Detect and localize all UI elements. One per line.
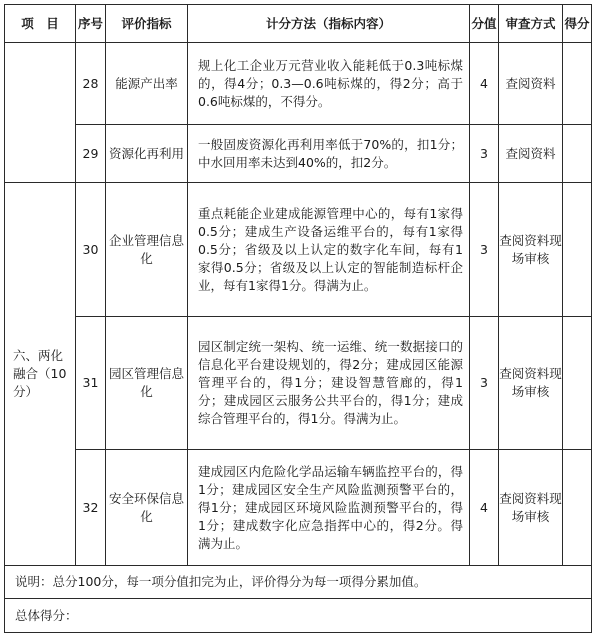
- seq-cell: 30: [76, 183, 106, 317]
- review-cell: 查阅资料: [499, 125, 563, 183]
- header-score: 得分: [563, 5, 592, 43]
- total-row: [5, 599, 592, 633]
- review-cell: 查阅资料现场审核: [499, 450, 563, 566]
- table-row: [5, 317, 592, 450]
- seq-cell: 28: [76, 43, 106, 125]
- table-row: [5, 125, 592, 183]
- note-row: [5, 566, 592, 599]
- points-cell: 3: [470, 183, 499, 317]
- seq-cell: 32: [76, 450, 106, 566]
- note-text: 说明：总分100分，每一项分值扣完为止，评价得分为每一项得分累加值。: [5, 566, 592, 599]
- indicator-cell: 安全环保信息化: [106, 450, 188, 566]
- score-cell: [563, 43, 592, 125]
- header-points: 分值: [470, 5, 499, 43]
- score-cell: [563, 317, 592, 450]
- header-seq: 序号: [76, 5, 106, 43]
- header-row: [5, 5, 592, 43]
- method-cell: 重点耗能企业建成能源管理中心的，每有1家得0.5分；建成生产设备运维平台的，每有1家得0.5分；省级及以上认定的数字化车间，每有1家得0.5分；省级及以上认定的智能制造标杆企业，每有1家得1分。得满为止。: [188, 183, 470, 317]
- indicator-cell: 企业管理信息化: [106, 183, 188, 317]
- review-cell: 查阅资料: [499, 43, 563, 125]
- indicator-cell: 资源化再利用: [106, 125, 188, 183]
- indicator-cell: 能源产出率: [106, 43, 188, 125]
- points-cell: 4: [470, 43, 499, 125]
- evaluation-table: [4, 4, 592, 633]
- review-cell: 查阅资料现场审核: [499, 183, 563, 317]
- table-row: [5, 43, 592, 125]
- project-cell-previous: [5, 43, 76, 183]
- header-review: 审查方式: [499, 5, 563, 43]
- seq-cell: 29: [76, 125, 106, 183]
- points-cell: 3: [470, 317, 499, 450]
- score-cell: [563, 450, 592, 566]
- points-cell: 4: [470, 450, 499, 566]
- method-cell: 规上化工企业万元营业收入能耗低于0.3吨标煤的，得4分；0.3—0.6吨标煤的，得2分；高于0.6吨标煤的，不得分。: [188, 43, 470, 125]
- table-row: [5, 183, 592, 317]
- header-project: 项 目: [5, 5, 76, 43]
- method-cell: 园区制定统一架构、统一运维、统一数据接口的信息化平台建设规划的，得2分；建成园区能源管理平台的，得1分；建设智慧管廊的，得1分；建成园区云服务公共平台的，得1分；建成综合管理平台的，得1分。得满为止。: [188, 317, 470, 450]
- score-cell: [563, 183, 592, 317]
- review-cell: 查阅资料现场审核: [499, 317, 563, 450]
- seq-cell: 31: [76, 317, 106, 450]
- table-row: [5, 450, 592, 566]
- header-method: 计分方法（指标内容）: [188, 5, 470, 43]
- indicator-cell: 园区管理信息化: [106, 317, 188, 450]
- total-score-label: 总体得分：: [5, 599, 592, 633]
- method-cell: 建成园区内危险化学品运输车辆监控平台的，得1分；建成园区安全生产风险监测预警平台的，得1分；建成园区环境风险监测预警平台的，得1分；建成数字化应急指挥中心的，得2分。得满为止。: [188, 450, 470, 566]
- group-label-lianghua: 六、两化融合（10分）: [5, 183, 76, 566]
- score-cell: [563, 125, 592, 183]
- header-indicator: 评价指标: [106, 5, 188, 43]
- points-cell: 3: [470, 125, 499, 183]
- method-cell: 一般固废资源化再利用率低于70%的，扣1分；中水回用率未达到40%的，扣2分。: [188, 125, 470, 183]
